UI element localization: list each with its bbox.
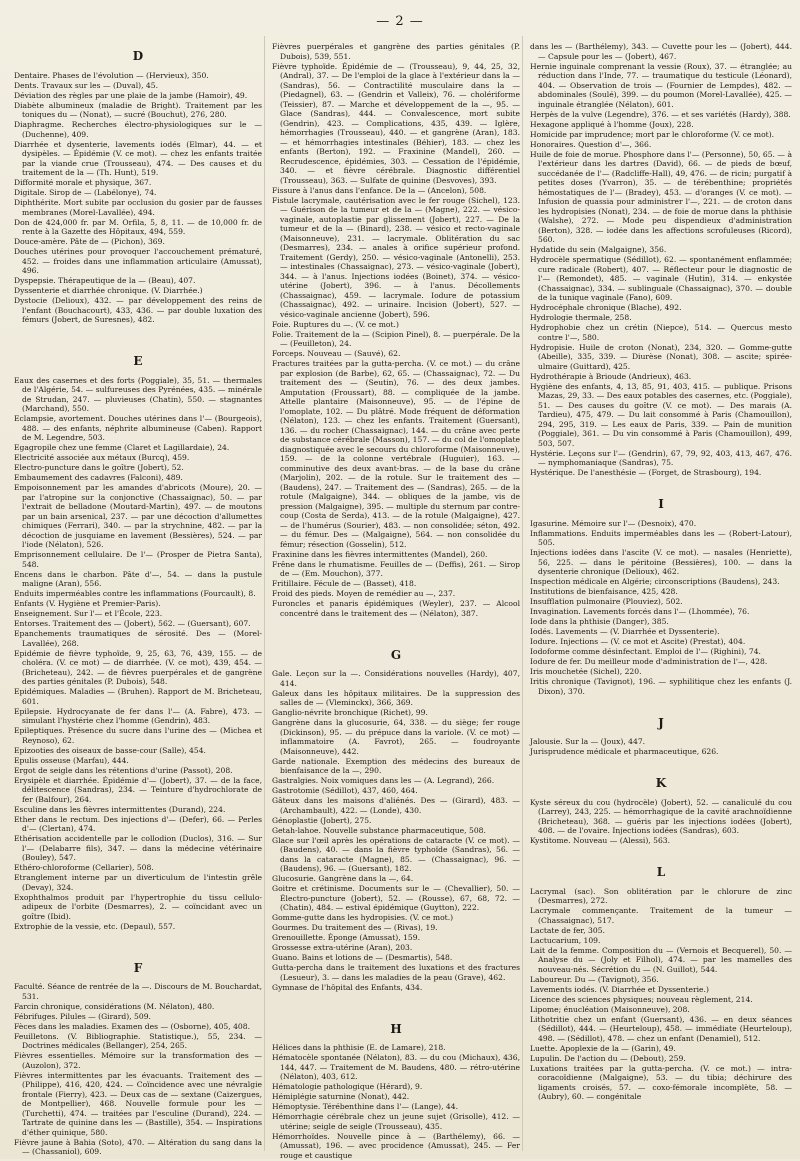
index-entry: Epulis osseuse (Marfau), 444. — [14, 755, 129, 765]
index-entry: Electro-puncture dans le goître (Jobert), 52. — [14, 463, 184, 472]
index-entry: Dyssenterie et diarrhée chronique. (V. Diarrhée.) — [14, 286, 203, 295]
index-entry: Hydrologie thermale, 258. — [530, 313, 632, 322]
index-entry: Gangrène dans la glucosurie, 64, 338. — du siège; fer rouge (Dickinson), 95. — du prépuce dans la variole. (V. ce mot) — inflammatoire (A. Favrot), 265. — foudroyante (Maisonneuve), 442. — [272, 718, 520, 756]
index-entry: Fièvre typhoïde. Épidémie de — (Trousseau), 9, 44, 25, 32, (Andral), 37. — De l'emploi de la glace à l'extérieur dans la — (Sandras), 56. — Contractilité musculaire dans la — (Piedagnel), 63. — (Gendrin et Valleix), 76. — cholériforme (Teissier), 87. — Marche et développement de la —, 95. — Glace (Sandras), 444. — Convalescence, mort subite (Gendrin), 423. — Complications, 435, 439. — Iglère, hémorrhagies (Trousseau), 440. — et gangrène (Aran), 183. — et hémorrhagies intestinales (Béhier), 183. — chez les enfants (Berton), 192. — Fraxinine (Mandel), 260. — Recrudescence, épidémies, 303. — Cessation de l'épidémie, 340. — et fièvre cérébrale. Diagnostic différentiel (Trousseau), 363. — Sulfate de quinine (Desvoves), 393. — [272, 61, 520, 185]
index-entry: Exophthalmos produit par l'hypertrophie du tissu cellulo-adipeux de l'orbite (Desmarres), 2. — coïncidant avec un goître (Ibid). — [14, 892, 262, 921]
index-entry: Extrophie de la vessie, etc. (Depaul), 557. — [14, 921, 176, 931]
index-entry: Igasurine. Mémoire sur l'— (Desnoix), 470. — [530, 518, 697, 528]
index-entry: Iode dans la phthisie (Danger), 385. — [530, 617, 669, 626]
index-entry: Hydrothérapie à Brioude (Andrieux), 463. — [530, 371, 692, 381]
index-entry: Epanchements traumatiques de sérosité. Des — (Morel-Lavallée), 268. — [14, 629, 262, 648]
index-entry: Gomme-gutte dans les hydropisies. (V. ce mot.) — [272, 913, 454, 922]
index-entry: Lupulin. De l'action du — (Debout), 259. — [530, 1053, 686, 1063]
index-entry: Dyspepsie. Thérapeutique de la — (Beau), 407. — [14, 276, 196, 285]
index-entry: Fièvres essentielles. Mémoire sur la transformation des — (Auzolon), 372. — [14, 1051, 262, 1070]
index-entry: Hydrocèle spermatique (Sédillot), 62. — spontanément enflammée; cure radicale (Robert), 407. — Réflecteur pour le diagnostic de l'— (Remondet), 485. — vaginale (Hutin), 314. — enkystée (Chassaignac), 334. — sublinguale (Chassaignac), 370. — double de la tunique vaginale (Fano), 609. — [530, 255, 792, 302]
index-entry: Hémorrhoïdes. Nouvelle pince à — (Barthélemy), 66. — (Amussat), 196. — avec procidence (Amussat), 245. — Fer rouge et caustique — [272, 1131, 520, 1160]
index-entry: Hémoptysie. Térébenthine dans l'— (Lange), 44. — [272, 1102, 459, 1111]
index-entry: Fractures traitées par la gutta-percha. (V. ce mot.) — du crâne par explosion (de Barbe), 62, 65. — (Chassaignac), 72. — Du traitement des — (Seutin), 76. — des deux jambes. Amputation (Froussart), 88. — compliquée de la jambe. Attelle plantaire (Maisonneuve), 95. — de l'épine de l'omoplate, 102. — Du plâtré. Mode fréquent de déformation (Nélaton), 123. — chez les enfants. Traitement (Guersant), 136. — du rocher (Chassaignac), 144. — du crâne avec perte de substance cérébrale (Masson), 157. — du col de l'omoplate diagnostiquée avec le secours du chloroforme (Maisonneuve), 159. — de la colonne vertébrale (Huguier), 163. — comminutive des deux avant-bras. — de la base du crâne (Marjolin), 202. — de la rotule. Sur le traitement des — (Baudens), 247. — Traitement des — (Sandras), 265. — de la rotule (Malgaigne), 344. — obliques de la jambe, vis de pression (Malgaigne), 395. — multiple du sternum par contre-coup (Costa de Serda), 413. — de la rotule (Malgaigne), 427. — de l'humérus (Sourier), 483. — non consolidée; séton, 492. — du fémur. Des — (Malgaigne), 564. — non consolidée du fémur; résection (Gosselin), 512. — [272, 359, 520, 549]
index-entry: Entorses. Traitement des — (Jobert), 562. — (Guersant), 607. — [14, 619, 251, 628]
index-entry: Hernie inguinale comprenant la vessie (Roux), 37. — étranglée; au réduction dans l'Inde, 77. — traumatique du testicule (Léonard), 404. — Observation de trois — (Fournier de Lempdes), 482. — abdominales (Soulé), 399. — du poumon (Morel-Lavallée), 425. — inguinale étranglée (Nélaton), 601. — [530, 61, 792, 109]
section-entries — [530, 887, 792, 1102]
section-letter: I — [658, 497, 664, 511]
index-entry: Grossesse extra-utérine (Aran), 203. — [272, 943, 413, 952]
index-entry: Hexagone appliqué à l'homme (Joux), 228. — [530, 119, 694, 129]
index-entry: Ergot de seigle dans les rétentions d'urine (Passot), 208. — [14, 765, 233, 775]
index-entry: Ganglio-névrite bronchique (Richet), 99. — [272, 708, 428, 717]
section-entries — [272, 1043, 520, 1160]
index-entry: Iritis chronique (Tavignot), 196. — syphilitique chez les enfants (J. Dixon), 370. — [530, 677, 792, 696]
index-entry: Emprisonnement cellulaire. De l'— (Prosper de Pietra Santa), 548. — [14, 550, 262, 569]
index-entry: Furoncles et panaris épidémiques (Weyler), 237. — Alcool concentré dans le traitement des — (Nélaton), 387. — [272, 599, 520, 618]
index-entry: Hygiène des enfants, 4, 13, 85, 91, 403, 415. — publique. Prisons Mazas, 29, 33. — Des eaux potables des casernes, etc. (Poggiale), 51. — Des causes du goître (V. ce mot). — Des marais (A. Tardieu), 475, 479. — Du lait consommé à Paris (Chamouillon), 294, 295, 319. — Les eaux de Paris, 339. — Pain de munition (Poggiale), 361. — Du vin consommé à Paris (Chamouillon), 499, 503, 507. — [530, 381, 792, 448]
index-entry: Empoisonnement par les amandes d'abricots (Moure), 20. — par l'atropine sur la conjonctive (Chassaignac), 50. — par l'extrait de belladone (Moutard-Martin), 497. — de moutons par un bain arsenical, 237. — par une décoction d'allumettes chimiques (Ferrari), 340. — par la strychnine, 482. — par la décoction de jusquiame en lavement (Bessières), 524. — par l'iode (Nélaton), 526. — [14, 483, 262, 549]
column-2 — [272, 42, 520, 1161]
index-entry: Ether dans le rectum. Des injections d'— (Defer), 66. — Perles d'— (Clertan), 474. — [14, 814, 262, 833]
index-entry: Fistule lacrymale, cautérisation avec le fer rouge (Sichel), 123. — Guérison de la tumeur et de la — (Magne), 222. — vésico-vaginale, autoplastie par glissement (Jobert), 227. — De la tumeur et de la — (Binard), 238. — vésico et recto-vaginale (Maisonneuve), 231. — lacrymale. Oblitération du sac (Desmarres), 234. — anales à orifice supérieur profond. Traitement (Gerdy), 250. — vésico-vaginale (Antonelli), 253. — intestinales (Chassaignac), 273. — vésico-vaginale (Jobert), 344. — à l'anus. Injections iodées (Boinet), 374. — vésico-utérine (Jobert), 396. — à l'anus. Décollements (Chassaignac), 459. — lacrymale. Iodure de potassium (Chassaignac), 492. — urinaire. Incision (Jobert), 527. — vésico-vaginale ancienne (Jobert), 596. — [272, 195, 520, 319]
index-entry: Inflammations. Enduits imperméables dans les — (Robert-Latour), 505. — [530, 528, 792, 547]
index-entry: Glace sur l'œil après les opérations de cataracte (V. ce mot). — (Baudens), 40. — dans la fièvre typhoïde (Sandras), 56. — dans la cataracte (Magne), 85. — (Chassaignac), 96. — (Baudens), 96. — (Guersant), 182. — [272, 835, 520, 873]
index-entry: Getah-lahoe. Nouvelle substance pharmaceutique, 508. — [272, 825, 486, 835]
index-entry: dans les — (Barthélemy), 343. — Cuvette pour les — (Jobert), 444. — Capsule pour les — (Jobert), 467. — [530, 42, 792, 61]
column-1 — [14, 42, 262, 1157]
index-entry: Fraxinine dans les fièvres intermittentes (Mandel), 260. — [272, 549, 488, 559]
index-entry: Hydropisie. Huile de croton (Nonat), 234, 320. — Gomme-gutte (Abeille), 335, 339. — Diurèse (Nonat), 308. — ascite; spirée-ulmaire (Guittard), 425. — [530, 342, 792, 371]
index-entry: Eaux des casernes et des forts (Poggiale), 35, 51. — thermales de l'Algérie, 54. — sulfureuses des Pyrénées, 435. — minérale de Strudan, 247. — pluvieuses (Chatin), 550. — stagnantes (Marchand), 550. — [14, 375, 262, 413]
section-entries — [272, 42, 520, 618]
index-entry: Douce-amère. Pâte de — (Pichon), 369. — [14, 237, 165, 246]
index-entry: Kystitome. Nouveau — (Alessi), 563. — [530, 836, 671, 845]
section-letter: H — [390, 1021, 402, 1036]
index-entry: Feuilletons. (V. Bibliographie. Statistique.), 55, 234. — Doctrines médicales (Bellanger), 254, 265. — [14, 1031, 262, 1050]
index-entry: Kyste séreux du cou (hydrocèle) (Jobert), 52. — canaliculé du cou (Larrey), 243, 225. — hémorrhagique de la cavité arachnoïdienne (Bricheteau), 368. — guéris par les injections iodées (Jobert), 408. — de l'ovaire. Injections iodées (Sandras), 603. — [530, 797, 792, 835]
index-entry: Forceps. Nouveau — (Sauvé), 62. — [272, 349, 401, 358]
index-entry: Diabète albumineux (maladie de Bright). Traitement par les toniques du — (Nonat), — sucré (Bouchut), 276, 280. — [14, 100, 262, 119]
index-entry: Ethérisation accidentelle par le collodion (Duclos), 316. — Sur l'— (Delabarre fils), 347. — dans la médecine vétérinaire (Bouley), 547. — [14, 834, 262, 862]
index-entry: Epileptiques. Présence du sucre dans l'urine des — (Michea et Reynoso), 62. — [14, 726, 262, 745]
section-letter: J — [658, 715, 664, 730]
index-entry: Eclampsie, avortement. Douches utérines dans l'— (Bourgeois), 488. — des enfants, néphrite albumineuse (Caben). Rapport de M. Legendre, 503. — [14, 414, 262, 442]
index-entry: Gutta-percha dans le traitement des luxations et des fractures (Lesueur), 3. — dans les maladies de la peau (Grave), 462. — [272, 963, 520, 982]
index-entry: Iodure de fer. Du meilleur mode d'administration de l'—, 428. — [530, 657, 768, 666]
index-entry: Huile de foie de morue. Phosphore dans l'— (Personne), 50, 65. — à l'extérieur dans les dartres (David), 66. — de pieds de bœuf, succédanée de l'— (Radcliffe-Hall), 49, 476. — de ricin; purgatif à petites doses (Yvarron), 35. — de térébenthine; propriétés hémostatiques de l'— (Bradey), 453. — d'oranges (V. ce mot). — Infusion de quassia pour administrer l'—, 221. — de croton dans les hydropisies (Nonat), 234. — de foie de morue dans la phthisie (Walshe), 272. — Mode peu dispendieux d'administration (Berton), 328. — iodée dans les affections scrofuleuses (Ricord), 560. — [530, 149, 792, 244]
index-entry: Licence des sciences physiques; nouveau règlement, 214. — [530, 994, 753, 1004]
index-entry: Epidémie de fièvre typhoïde, 9, 25, 63, 76, 439, 155. — de choléra. (V. ce mot) — de diarrhée. (V. ce mot), 439, 454. — (Bricheteau), 242. — de fièvres puerpérales et de gangrène des parties génitales (P. Dubois), 548. — [14, 648, 262, 686]
index-entry: Enseignement. Sur l'— et l'École, 223. — [14, 609, 163, 618]
index-entry: Faculté. Séance de rentrée de la —. Discours de M. Bouchardat, 531. — [14, 982, 262, 1001]
index-entry: Dentaire. Phases de l'évolution — (Hervieux), 350. — [14, 70, 209, 80]
section-letter: L — [656, 865, 666, 879]
index-entry: Invagination. Lavements forcés dans l'— (Lhommée), 76. — [530, 607, 750, 616]
index-entry: Inspection médicale en Algérie; circonscriptions (Baudens), 243. — [530, 577, 780, 586]
index-entry: Injections iodées dans l'ascite (V. ce mot). — nasales (Henriette), 56, 225. — dans le péritoine (Bessières), 100. — dans la dysenterie chronique (Delioux), 462. — [530, 548, 792, 576]
index-entry: Diaphragme. Recherches électro-physiologiques sur le — (Duchenne), 409. — [14, 120, 262, 139]
index-entry: Iodure. Injections — (V. ce mot et Ascite) (Prestat), 404. — [530, 637, 746, 646]
index-entry: Iris mouchetée (Sichel), 220. — [530, 667, 642, 676]
index-entry: Gymnase de l'hôpital des Enfants, 434. — [272, 982, 423, 992]
section-letter: F — [133, 960, 143, 975]
index-entry: Grenouillette. Éponge (Amussat), 159. — [272, 933, 420, 942]
index-entry: Digitale. Sirop de — (Labélonye), 74. — [14, 188, 157, 197]
section-entries — [272, 669, 520, 992]
index-entry: Hémorrhagie cérébrale chez un jeune sujet (Grisolle), 412. — utérine; seigle de seigle (Trousseau), 435. — [272, 1112, 520, 1131]
index-entry: Jalousie. Sur la — (Joux), 447. — [530, 737, 646, 746]
index-entry: Folie. Traitement de la — (Scipion Pinel), 8. — puerpérale. De la — (Feuilleton), 24. — [272, 329, 520, 348]
section-entries — [530, 519, 792, 697]
index-entry: Lavements iodés. (V. Diarrhée et Dyssenterie.) — [530, 984, 709, 994]
index-entry: Hémiplégie saturnine (Nonat), 442. — [272, 1092, 410, 1101]
index-entry: Fébrifuges. Pilules — (Girard), 509. — [14, 1011, 151, 1021]
index-entry: Iodoforme comme désinfectant. Emploi de l'— (Righini), 74. — [530, 647, 761, 656]
index-entry: Hydrocéphale chronique (Blache), 492. — [530, 303, 682, 312]
index-entry: Frêne dans le rhumatisme. Feuilles de — (Deffis), 261. — Sirop de — (Em. Mouchon), 377. — [272, 559, 520, 578]
index-entry: Douches utérines pour provoquer l'accouchement prématuré, 452. — froides dans une inflammation articulaire (Amussat), 496. — [14, 247, 262, 275]
index-entry: Epilepsie. Hydrocyanate de fer dans l'— (A. Fabre), 473. — simulant l'hystérie chez l'homme (Gendrin), 483. — [14, 706, 262, 725]
index-entry: Don de 424,000 fr. par M. Orfila, 5, 8, 11. — de 10,000 fr. de rente à la Gazette des Hôpitaux, 494, 559. — [14, 217, 262, 236]
section-entries — [530, 42, 792, 478]
index-entry: Insufflation pulmonaire (Plouviez), 502. — [530, 597, 683, 606]
index-entry: Lactucarium, 109. — [530, 935, 601, 945]
index-entry: Foie. Ruptures du —. (V. ce mot.) — [272, 319, 399, 329]
index-entry: Lithotritie chez un enfant (Guersant), 436. — en deux séances (Sédillot), 444. — (Heurteloup), 458. — immédiate (Heurteloup), 498. — (Sédillot), 478. — chez un enfant (Denamiel), 512. — [530, 1014, 792, 1043]
index-entry: Luette. Apoplexie de la — (Garin), 49. — [530, 1043, 676, 1053]
index-entry: Hydatide du sein (Malgaigne), 356. — [530, 245, 667, 254]
index-entry: Encens dans le charbon. Pâte d'—, 54. — dans la pustule maligne (Aran), 556. — [14, 569, 262, 588]
index-entry: Egagropile chez une femme (Claret et Lagillardaie), 24. — [14, 443, 230, 452]
index-entry: Hystérique. De l'anesthésie — (Forget, de Strasbourg), 194. — [530, 468, 762, 477]
section-entries — [14, 71, 262, 325]
column-divider — [264, 36, 265, 1151]
index-entry: Etranglement interne par un diverticulum de l'intestin grêle (Devay), 324. — [14, 873, 262, 892]
index-entry: Diphthérite. Mort subite par occlusion du gosier par de fausses membranes (Morel-Lavallée), 494. — [14, 198, 262, 217]
index-entry: Ethéro-chloroforme (Cellarier), 508. — [14, 863, 154, 872]
index-entry: Guano. Bains et lotions de — (Desmartis), 548. — [272, 953, 453, 962]
index-entry: Goitre et crétinisme. Documents sur le — (Chevallier), 50. — Électro-puncture (Jobert), 52. — (Rousse), 67, 68, 72. — (Chatin), 484. — estival épidémique (Guytton), 222. — [272, 884, 520, 912]
section-entries — [530, 798, 792, 846]
index-entry: Homicide par imprudence; mort par le chloroforme (V. ce mot). — [530, 129, 775, 139]
index-entry: Laboureur. Du — (Tavignot), 356. — [530, 974, 659, 984]
index-entry: Hystérie. Leçons sur l'— (Gendrin), 67, 79, 92, 403, 413, 467, 476. — nymphomaniaque (Sandras), 75. — [530, 448, 792, 467]
index-entry: Fièvre jaune à Bahia (Soto), 470. — Altération du sang dans la — (Chassaniol), 609. — [14, 1137, 262, 1156]
index-entry: Electricité associée aux métaux (Burcq), 459. — [14, 453, 190, 462]
index-entry: Hématocèle spontanée (Nélaton), 83. — du cou (Michaux), 436, 144, 447. — Traitement de M. Baudens, 480. — rétro-utérine (Nélaton), 403, 612. — [272, 1053, 520, 1081]
section-letter: G — [390, 647, 402, 662]
column-3 — [530, 42, 792, 1102]
index-entry: Glucosurie. Gangrène dans la —, 64. — [272, 874, 414, 883]
index-entry: Farcin chronique, considérations (M. Nélaton), 480. — [14, 1001, 215, 1011]
index-entry: Déviation des règles par une plaie de la jambe (Hamoir), 49. — [14, 90, 248, 100]
section-entries — [14, 982, 262, 1157]
index-entry: Fritillaire. Fécule de — (Basset), 418. — [272, 579, 417, 588]
index-entry: Dents. Travaux sur les — (Duval), 45. — [14, 80, 159, 90]
index-entry: Fièvres puerpérales et gangrène des parties génitales (P. Dubois), 539, 551. — [272, 42, 520, 61]
index-entry: Lactate de fer, 305. — [530, 925, 605, 935]
index-entry: Hélices dans la phthisie (E. de Lamare), 218. — [272, 1043, 446, 1052]
page-number: — 2 — — [376, 14, 424, 29]
index-entry: Froid des pieds. Moyen de remédier au —, 237. — [272, 589, 456, 598]
index-entry: Hydrophobie chez un crétin (Niepce), 514. — Quercus mesto contre l'—, 580. — [530, 323, 792, 342]
index-entry: Enduits imperméables contre les inflammations (Fourcault), 8. — [14, 589, 256, 598]
section-entries — [14, 376, 262, 932]
index-entry: Fièvres intermittentes par les évacuants. Traitement des — (Philippe), 416, 420, 424. — Coïncidence avec une névralgie frontale (Fierry), 423. — Deux cas de — sextane (Caizergues, de Montpellier), 468. Nouvelle formule pour les — (Turchetti), 474. — traitées par l'esculine (Durand), 224. — Tartrate de quinine dans les — (Bastille), 354. — Inspirations d'éther quinique, 580. — [14, 1070, 262, 1137]
index-entry: Esculine dans les fièvres intermittentes (Durand), 224. — [14, 804, 226, 814]
index-entry: Fissure à l'anus dans l'enfance. De la — (Ancelon), 508. — [272, 185, 487, 195]
index-entry: Epidémiques. Maladies — (Bruhen). Rapport de M. Bricheteau, 601. — [14, 687, 262, 706]
index-entry: Jurisprudence médicale et pharmaceutique, 626. — [530, 747, 719, 756]
section-letter: E — [133, 354, 143, 368]
index-entry: Génoplastie (Jobert), 275. — [272, 815, 372, 825]
index-entry: Gâteux dans les maisons d'aliénés. Des — (Girard), 483. — (Archambault), 422. — (Londe), 430. — [272, 796, 520, 815]
index-entry: Galeux dans les hôpitaux militaires. De la suppression des salles de — (Vleminckx), 366, 369. — [272, 688, 520, 707]
index-entry: Iodés. Lavements — (V. Diarrhée et Dyssenterie). — [530, 627, 720, 636]
index-entry: Honoraires. Question d'—, 366. — [530, 139, 652, 149]
index-entry: Garde nationale. Exemption des médecins des bureaux de bienfaisance de la —, 290. — [272, 756, 520, 775]
index-entry: Erysipèle et diarrhée. Épidémie d'— (Jobert), 37. — de la face, délitescence (Sandras), 234. — Teinture d'hydrochlorate de fer (Balfour), 264. — [14, 775, 262, 804]
index-entry: Herpès de la vulve (Legendre), 376. — et ses variétés (Hardy), 388. — [530, 109, 791, 119]
section-letter: K — [655, 776, 667, 790]
index-entry: Institutions de bienfaisance, 425, 428. — [530, 587, 678, 596]
index-entry: Dystocie (Delioux), 432. — par développement des reins de l'enfant (Bouchacourt), 433, 436. — par double luxation des fémurs (Jobert, de Suresnes), 482. — [14, 296, 262, 324]
index-entry: Epizooties des oiseaux de basse-cour (Salle), 454. — [14, 745, 206, 755]
index-entry: Difformité morale et physique, 367. — [14, 178, 152, 187]
index-entry: Gastralgies. Noix vomiques dans les — (A. Legrand), 266. — [272, 776, 495, 785]
index-entry: Lacrymale commençante. Traitement de la tumeur — (Chassaignac), 517. — [530, 906, 792, 925]
index-entry: Diarrhée et dysenterie, lavements iodés (Elmar), 44. — et dysipèles. — Épidémie (V. ce mot). — chez les enfants traitée par la viande crue (Trousseau), 474. — Des causes et du traitement de la — (Th. Hunt), 519. — [14, 139, 262, 177]
index-entry: Embaumement des cadavres (Falconi), 489. — [14, 473, 183, 482]
section-entries — [530, 737, 792, 757]
index-entry: Lacrymal (sac). Son oblitération par le chlorure de zinc (Desmarres), 272. — [530, 886, 792, 905]
index-entry: Hématologie pathologique (Hérard), 9. — [272, 1082, 423, 1091]
column-divider — [522, 36, 523, 1151]
index-entry: Gastrotomie (Sédillot), 437, 460, 464. — [272, 786, 418, 795]
index-entry: Luxations traitées par la gutta-percha. (V. ce mot.) — intra-coracoïdienne (Malgaigne), 53. — du tibia; déchirure des ligaments croisés, 57. — coxo-fémorale incomplète, 58. — (Aubry), 60. — congénitale — [530, 1063, 792, 1101]
index-entry: Lipome; énucléation (Maisonneuve), 208. — [530, 1004, 690, 1014]
index-entry: Gale. Leçon sur la —. Considérations nouvelles (Hardy), 407, 414. — [272, 669, 520, 688]
index-entry: Enfants (V. Hygiène et Premier-Paris). — [14, 599, 161, 608]
index-entry: Fèces dans les maladies. Examen des — (Osborne), 405, 408. — [14, 1021, 250, 1031]
index-entry: Gourmes. Du traitement des — (Rivas), 19. — [272, 923, 438, 932]
section-letter: D — [132, 49, 144, 63]
index-entry: Lait de la femme. Composition du — (Vernois et Becquerel), 50. — Analyse du — (Joly et Filhol), 474. — par les mamelles des nouveau-nés. Sécrétion du — (N. Guillot), 544. — [530, 945, 792, 974]
